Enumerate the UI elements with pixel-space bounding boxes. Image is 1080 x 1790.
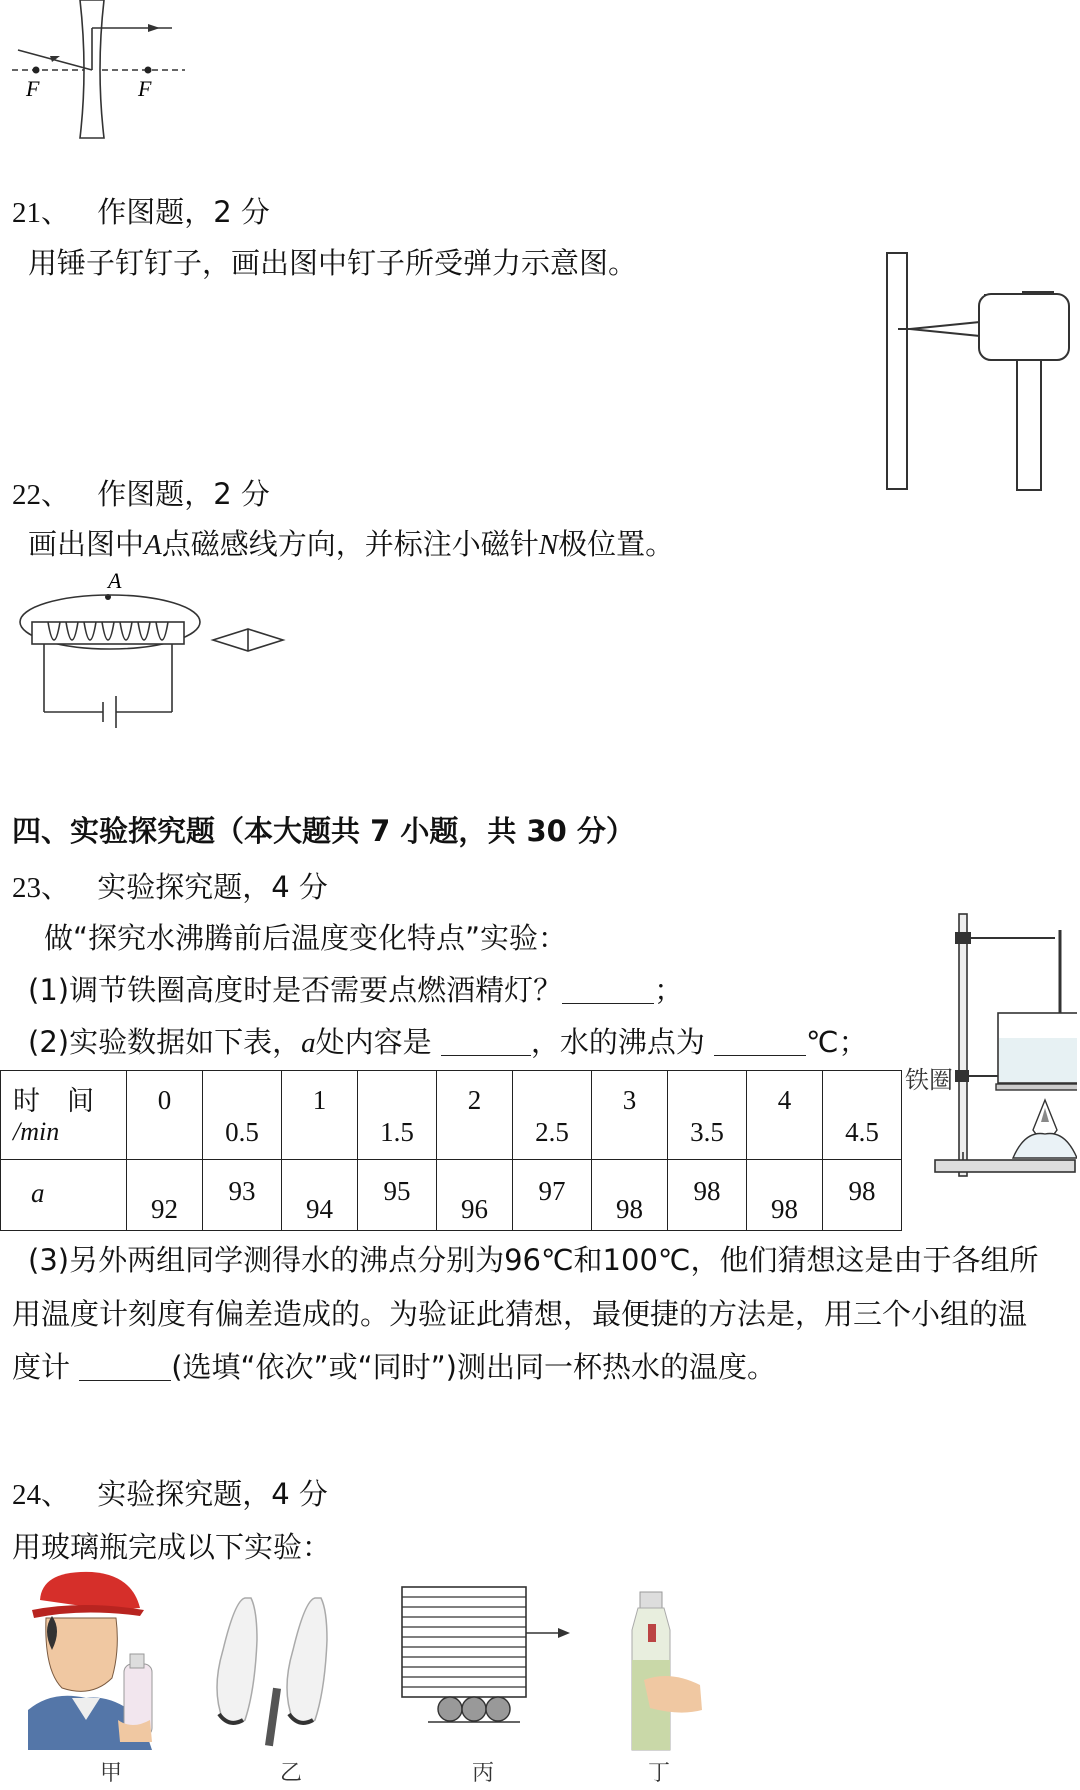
table-cell: 1.5 bbox=[358, 1071, 437, 1160]
q23-part2 bbox=[28, 1022, 868, 1063]
table-cell: 93 bbox=[203, 1160, 282, 1231]
q23-part3-blank[interactable] bbox=[79, 1352, 171, 1381]
q23-part2-end: ℃； bbox=[806, 1025, 868, 1059]
focal-label-right: F bbox=[138, 76, 152, 101]
q24-number: 24、 bbox=[12, 1479, 71, 1511]
q23-part2-mid: 处内容是 bbox=[315, 1025, 441, 1059]
q24-header bbox=[12, 1472, 328, 1513]
table-cell: 98 bbox=[823, 1160, 902, 1231]
hammer-head-figure bbox=[975, 290, 1080, 500]
q23-part3-line2: 用温度计刻度有偏差造成的。为验证此猜想，最便捷的方法是，用三个小组的温 bbox=[12, 1297, 1028, 1331]
q23-part1-text: (1)调节铁圈高度时是否需要点燃酒精灯？ bbox=[28, 973, 563, 1007]
q22-text-n: N bbox=[538, 529, 559, 561]
table-cell: 98 bbox=[668, 1160, 747, 1231]
q23-part3-line1: (3)另外两组同学测得水的沸点分别为96℃和100℃，他们猜想这是由于各组所 bbox=[28, 1243, 1039, 1277]
book-rollers-figure bbox=[398, 1585, 578, 1735]
table-cell: 4.5 bbox=[823, 1071, 902, 1160]
table-cell: 2 bbox=[437, 1071, 513, 1160]
table-header-time bbox=[1, 1071, 127, 1160]
table-cell: 98 bbox=[592, 1160, 668, 1231]
caption-bing: 丙 bbox=[472, 1761, 495, 1786]
table-cell: 94 bbox=[282, 1160, 358, 1231]
solenoid-figure bbox=[8, 570, 298, 730]
q22-text-mid: 点磁感线方向，并标注小磁针 bbox=[161, 527, 539, 561]
q23-data-table bbox=[0, 1070, 902, 1231]
q22-text-post: 极位置。 bbox=[558, 527, 675, 561]
q23-intro: 做“探究水沸腾前后温度变化特点”实验： bbox=[44, 921, 568, 955]
point-a-label: A bbox=[108, 570, 122, 593]
table-row-time bbox=[1, 1071, 902, 1160]
q23-part1-blank[interactable] bbox=[562, 975, 654, 1004]
iron-ring-label: 铁圈 bbox=[905, 1066, 953, 1094]
table-cell: 97 bbox=[513, 1160, 592, 1231]
caption-yi: 乙 bbox=[280, 1761, 303, 1786]
section-4-title: 四、实验探究题（本大题共 7 小题，共 30 分） bbox=[12, 814, 635, 848]
q21-header bbox=[12, 190, 270, 231]
water-bottle-hand-figure bbox=[610, 1590, 710, 1755]
q23-part3-line3 bbox=[12, 1347, 776, 1387]
q22-text bbox=[28, 524, 674, 565]
a-label: a bbox=[31, 1178, 45, 1208]
q22-text-pre: 画出图中 bbox=[28, 527, 145, 561]
caption-ding: 丁 bbox=[648, 1761, 671, 1786]
q22-text-a: A bbox=[144, 529, 162, 561]
q23-type: 实验探究题，4 分 bbox=[97, 870, 328, 904]
table-cell: 4 bbox=[747, 1071, 823, 1160]
q22-type: 作图题，2 分 bbox=[97, 477, 270, 511]
q24-type: 实验探究题，4 分 bbox=[97, 1477, 328, 1511]
q22-header bbox=[12, 472, 270, 513]
q23-part2-blank-a[interactable] bbox=[441, 1027, 531, 1056]
q23-part3-pre: 度计 bbox=[12, 1350, 80, 1384]
table-cell: 3.5 bbox=[668, 1071, 747, 1160]
table-row-a bbox=[1, 1160, 902, 1231]
q21-type: 作图题，2 分 bbox=[97, 195, 270, 229]
table-cell: 98 bbox=[747, 1160, 823, 1231]
table-header-a bbox=[1, 1160, 127, 1231]
focal-label-left: F bbox=[26, 76, 40, 101]
q23-part3-post: (选填“依次”或“同时”)测出同一杯热水的温度。 bbox=[171, 1350, 776, 1384]
q21-text: 用锤子钉钉子，画出图中钉子所受弹力示意图。 bbox=[28, 246, 638, 280]
q23-part2-pre: (2)实验数据如下表， bbox=[28, 1025, 302, 1059]
concave-lens-figure bbox=[0, 0, 200, 145]
q23-part2-mid2: ，水的沸点为 bbox=[530, 1025, 715, 1059]
table-cell: 2.5 bbox=[513, 1071, 592, 1160]
time-unit: /min bbox=[13, 1117, 60, 1146]
table-cell: 95 bbox=[358, 1160, 437, 1231]
table-cell: 0.5 bbox=[203, 1071, 282, 1160]
q24-text: 用玻璃瓶完成以下实验： bbox=[12, 1530, 332, 1564]
q21-number: 21、 bbox=[12, 197, 71, 229]
q23-number: 23、 bbox=[12, 872, 71, 904]
table-cell: 3 bbox=[592, 1071, 668, 1160]
table-cell: 92 bbox=[127, 1160, 203, 1231]
table-cell: 0 bbox=[127, 1071, 203, 1160]
boiling-apparatus-figure bbox=[905, 908, 1077, 1183]
q23-part2-blank-bp[interactable] bbox=[714, 1027, 806, 1056]
table-cell: 1 bbox=[282, 1071, 358, 1160]
time-label: 时 间 bbox=[13, 1086, 94, 1117]
q23-part2-a: a bbox=[301, 1027, 316, 1059]
q23-part1 bbox=[28, 970, 683, 1010]
two-bottles-figure bbox=[205, 1580, 385, 1750]
caption-jia: 甲 bbox=[100, 1761, 123, 1786]
q22-number: 22、 bbox=[12, 479, 71, 511]
q23-header bbox=[12, 865, 328, 906]
person-blowing-bottle-figure bbox=[22, 1570, 172, 1752]
q23-part1-end: ； bbox=[654, 973, 684, 1007]
table-cell: 96 bbox=[437, 1160, 513, 1231]
